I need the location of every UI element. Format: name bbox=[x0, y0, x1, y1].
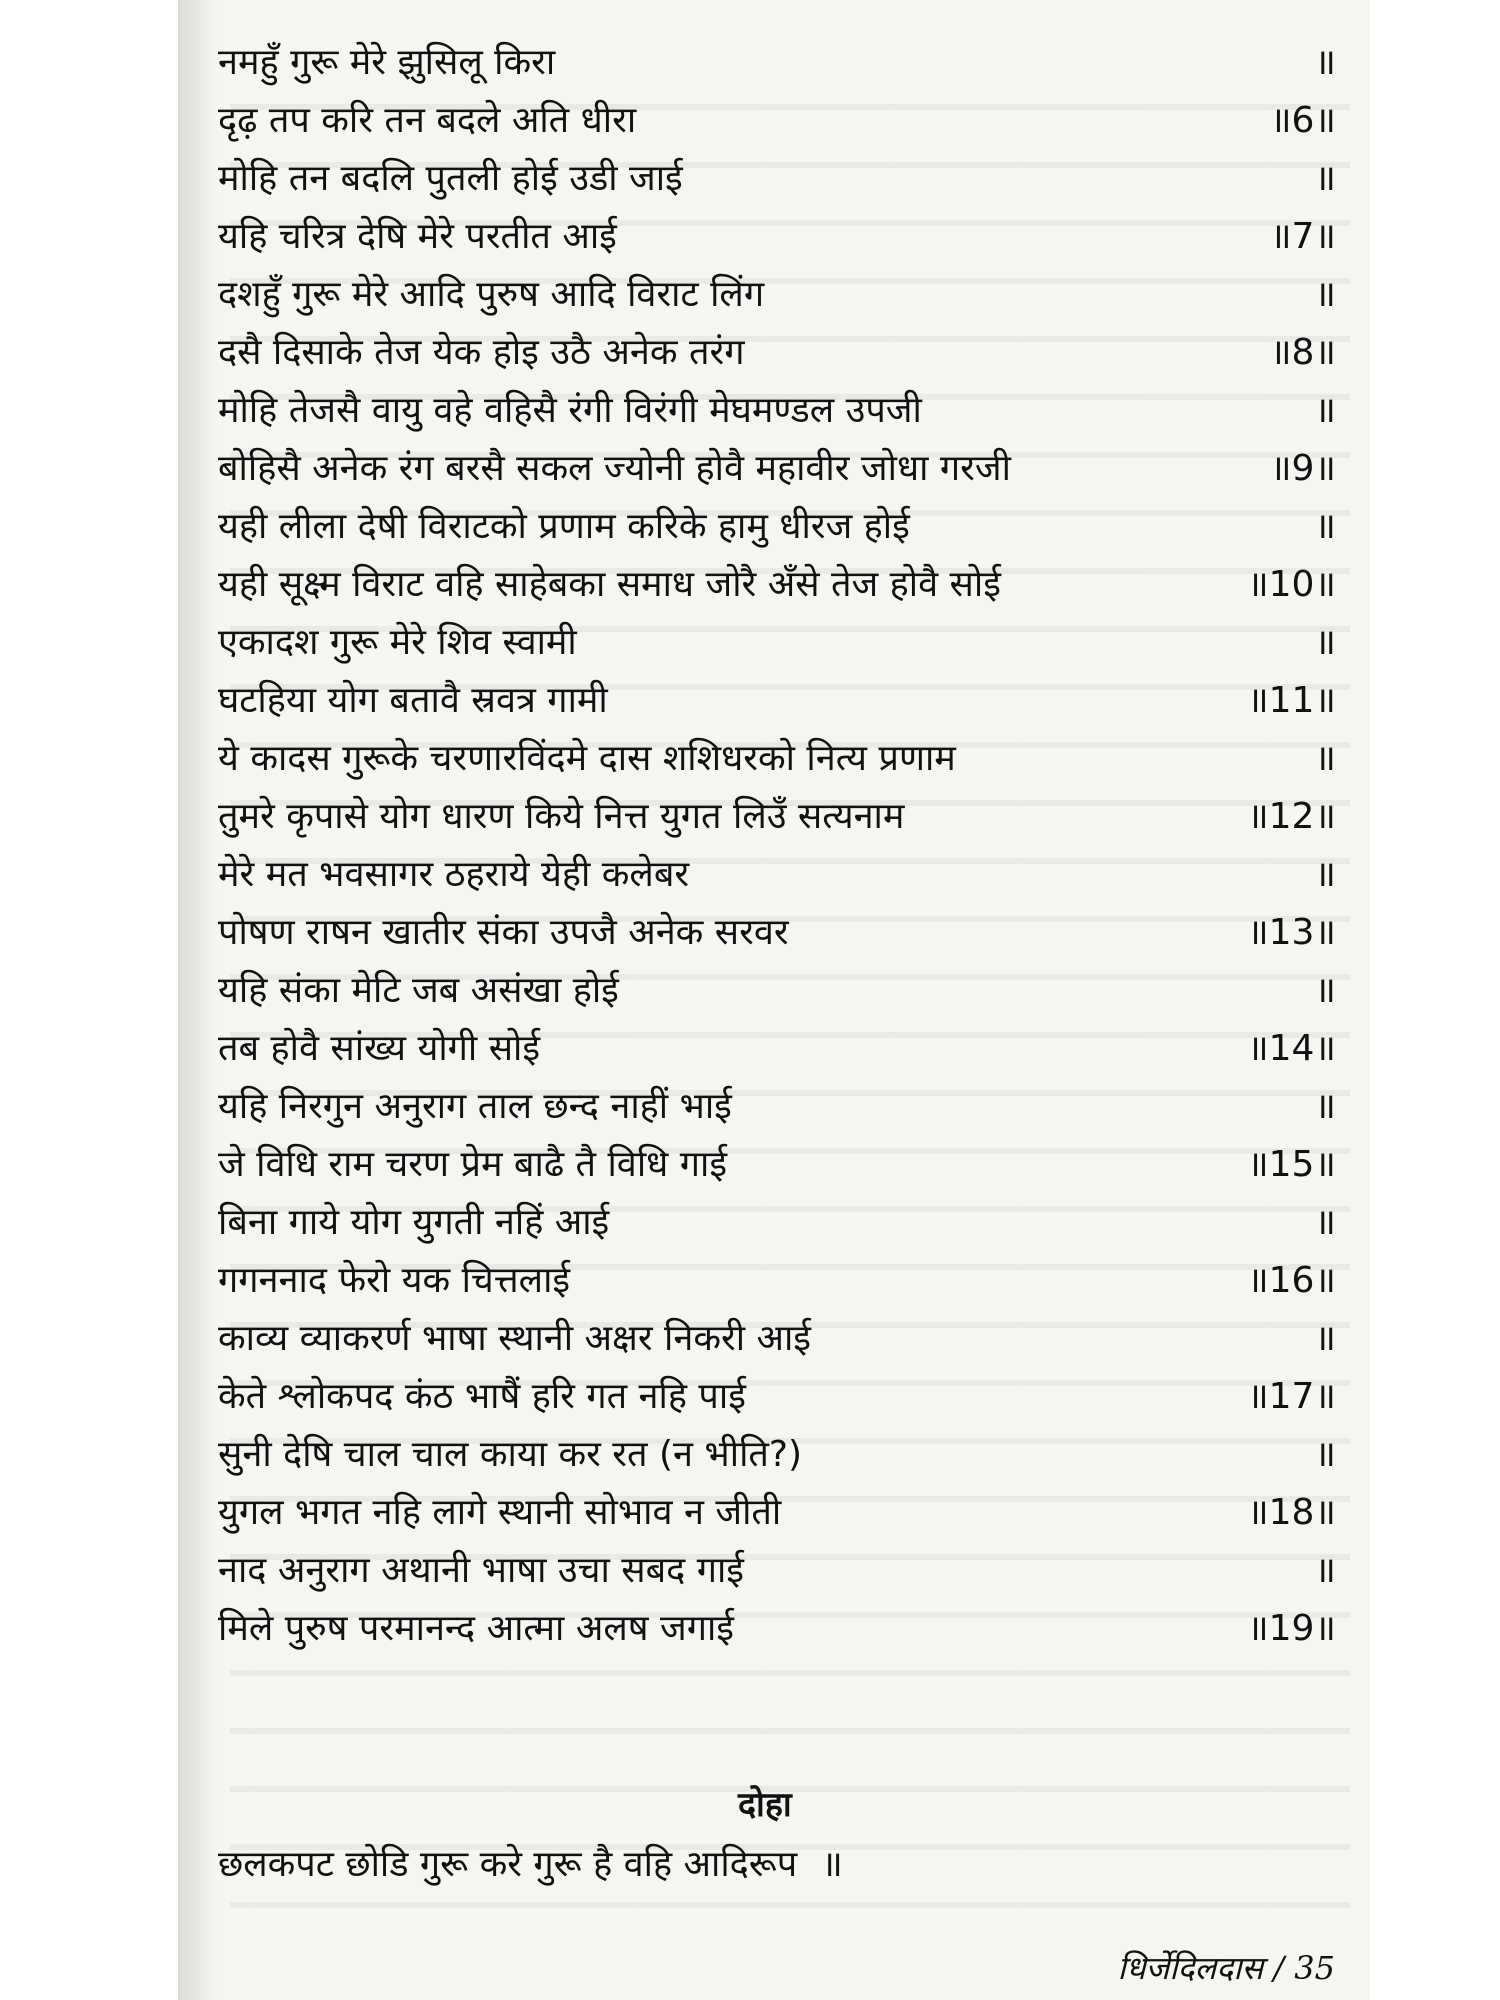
verse-mark: ॥13॥ bbox=[1247, 912, 1336, 953]
verse-line bbox=[218, 92, 1336, 150]
verse-mark: ॥ bbox=[1314, 1202, 1336, 1243]
verse-text: युगल भगत नहि लागे स्थानी सोभाव न जीती bbox=[218, 1492, 782, 1533]
verse-text: बोहिसै अनेक रंग बरसै सकल ज्योनी होवै महावीर जोधा गरजी bbox=[218, 448, 1011, 489]
verse-text: दृढ़ तप करि तन बदले अति धीरा bbox=[218, 100, 637, 141]
verse-mark: ॥16॥ bbox=[1247, 1260, 1336, 1301]
verse-line bbox=[218, 498, 1336, 556]
verse-text: गगननाद फेरो यक चित्तलाई bbox=[218, 1260, 571, 1301]
verse-mark: ॥14॥ bbox=[1247, 1028, 1336, 1069]
verse-text: घटहिया योग बतावै स्रवत्र गामी bbox=[218, 680, 608, 721]
verse-line bbox=[218, 1600, 1336, 1658]
verse-mark: ॥ bbox=[1314, 1086, 1336, 1127]
verse-line bbox=[218, 1310, 1336, 1368]
verse-text: पोषण राषन खातीर संका उपजै अनेक सरवर bbox=[218, 912, 789, 953]
verse-text: तब होवै सांख्य योगी सोई bbox=[218, 1028, 541, 1069]
verse-text: तुमरे कृपासे योग धारण किये नित्त युगत लिउँ सत्यनाम bbox=[218, 796, 905, 837]
doha-line bbox=[218, 1836, 843, 1894]
page-gutter-shadow bbox=[178, 0, 218, 2000]
verse-mark: ॥11॥ bbox=[1247, 680, 1336, 721]
verse-line bbox=[218, 614, 1336, 672]
verse-text: यहि संका मेटि जब असंखा होई bbox=[218, 970, 619, 1011]
verse-line bbox=[218, 440, 1336, 498]
verse-text: मिले पुरुष परमानन्द आत्मा अलष जगाई bbox=[218, 1608, 734, 1649]
verse-mark: ॥ bbox=[1314, 1550, 1336, 1591]
verse-text: यही सूक्ष्म विराट वहि साहेबका समाध जोरै अँसे तेज होवै सोई bbox=[218, 564, 1001, 605]
verse-mark: ॥10॥ bbox=[1247, 564, 1336, 605]
verse-line bbox=[218, 1484, 1336, 1542]
verse-text: दसै दिसाके तेज येक होइ उठै अनेक तरंग bbox=[218, 332, 745, 373]
verse-line bbox=[218, 846, 1336, 904]
verse-mark: ॥15॥ bbox=[1247, 1144, 1336, 1185]
verse-mark: ॥ bbox=[1314, 970, 1336, 1011]
verse-text: यहि निरगुन अनुराग ताल छन्द नाहीं भाई bbox=[218, 1086, 732, 1127]
verse-mark: ॥12॥ bbox=[1247, 796, 1336, 837]
verse-line bbox=[218, 150, 1336, 208]
verse-line bbox=[218, 266, 1336, 324]
verse-line bbox=[218, 556, 1336, 614]
verse-mark: ॥7॥ bbox=[1269, 216, 1336, 257]
verse-mark: ॥ bbox=[1314, 158, 1336, 199]
verse-text: सुनी देषि चाल चाल काया कर रत (न भीति?) bbox=[218, 1434, 803, 1475]
verse-line bbox=[218, 904, 1336, 962]
verse-mark: ॥18॥ bbox=[1247, 1492, 1336, 1533]
verse-line bbox=[218, 1542, 1336, 1600]
verse-line bbox=[218, 382, 1336, 440]
verse-text: बिना गाये योग युगती नहिं आई bbox=[218, 1202, 610, 1243]
verse-line bbox=[218, 730, 1336, 788]
verse-line bbox=[218, 672, 1336, 730]
verse-text: यहि चरित्र देषि मेरे परतीत आई bbox=[218, 216, 617, 257]
verse-line bbox=[218, 962, 1336, 1020]
verse-text: जे विधि राम चरण प्रेम बाढै तै विधि गाई bbox=[218, 1144, 728, 1185]
verse-mark: ॥19॥ bbox=[1247, 1608, 1336, 1649]
verse-line bbox=[218, 324, 1336, 382]
verse-mark: ॥8॥ bbox=[1269, 332, 1336, 373]
verse-text: मेरे मत भवसागर ठहराये येही कलेबर bbox=[218, 854, 690, 895]
verse-line bbox=[218, 1078, 1336, 1136]
verse-mark: ॥ bbox=[1314, 854, 1336, 895]
verse-mark: ॥ bbox=[1314, 42, 1336, 83]
verse-line bbox=[218, 208, 1336, 266]
page-footer: धिर्जेदिलदास / 35 bbox=[1117, 1949, 1335, 1987]
verse-list bbox=[218, 34, 1336, 1658]
verse-text: यही लीला देषी विराटको प्रणाम करिके हामु धीरज होई bbox=[218, 506, 910, 547]
doha-heading: दोहा bbox=[738, 1785, 792, 1825]
doha-mark: ॥ bbox=[821, 1844, 843, 1885]
verse-text: नमहुँ गुरू मेरे झुसिलू किरा bbox=[218, 42, 556, 83]
verse-text: मोहि तेजसै वायु वहे वहिसै रंगी विरंगी मेघमण्डल उपजी bbox=[218, 390, 922, 431]
verse-mark: ॥ bbox=[1314, 622, 1336, 663]
verse-line bbox=[218, 788, 1336, 846]
verse-mark: ॥ bbox=[1314, 506, 1336, 547]
verse-line bbox=[218, 1252, 1336, 1310]
verse-line bbox=[218, 1136, 1336, 1194]
verse-mark: ॥ bbox=[1314, 1318, 1336, 1359]
verse-text: मोहि तन बदलि पुतली होई उडी जाई bbox=[218, 158, 683, 199]
verse-line bbox=[218, 1426, 1336, 1484]
verse-text: ये कादस गुरूके चरणारविंदमे दास शशिधरको नित्य प्रणाम bbox=[218, 738, 956, 779]
doha-text: छलकपट छोडि गुरू करे गुरू है वहि आदिरूप bbox=[218, 1844, 798, 1885]
verse-text: एकादश गुरू मेरे शिव स्वामी bbox=[218, 622, 577, 663]
verse-mark: ॥17॥ bbox=[1247, 1376, 1336, 1417]
verse-mark: ॥ bbox=[1314, 738, 1336, 779]
verse-line bbox=[218, 1020, 1336, 1078]
verse-mark: ॥9॥ bbox=[1269, 448, 1336, 489]
verse-line bbox=[218, 1194, 1336, 1252]
verse-text: दशहुँ गुरू मेरे आदि पुरुष आदि विराट लिंग bbox=[218, 274, 765, 315]
verse-line bbox=[218, 1368, 1336, 1426]
verse-mark: ॥6॥ bbox=[1269, 100, 1336, 141]
verse-text: काव्य व्याकरर्ण भाषा स्थानी अक्षर निकरी आई bbox=[218, 1318, 811, 1359]
verse-mark: ॥ bbox=[1314, 390, 1336, 431]
verse-text: केते श्लोकपद कंठ भाषैं हरि गत नहि पाई bbox=[218, 1376, 746, 1417]
verse-text: नाद अनुराग अथानी भाषा उचा सबद गाई bbox=[218, 1550, 744, 1591]
verse-mark: ॥ bbox=[1314, 1434, 1336, 1475]
verse-line bbox=[218, 34, 1336, 92]
verse-mark: ॥ bbox=[1314, 274, 1336, 315]
